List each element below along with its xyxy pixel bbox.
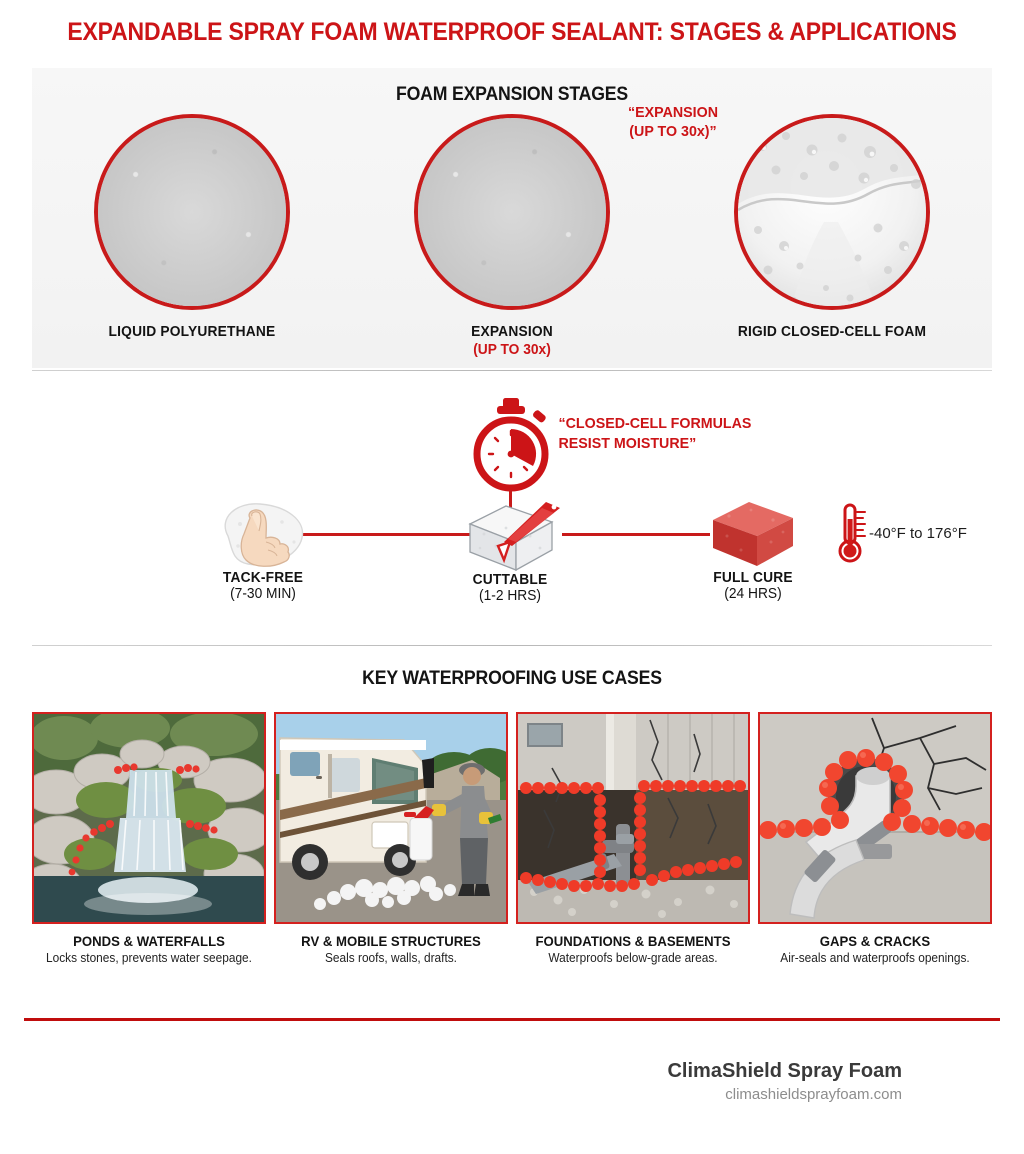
timeline-node-time: (7-30 MIN) (230, 586, 296, 602)
timeline-node-full-cure (648, 498, 858, 602)
stage-liquid-polyurethane (42, 114, 342, 340)
use-case-title: GAPS & CRACKS (819, 933, 931, 949)
expansion-annotation-line1: “EXPANSION (627, 104, 719, 121)
pipe-penetration-sealed-photo (758, 712, 992, 924)
quote-line-1: “CLOSED-CELL FORMULAS (558, 415, 752, 432)
use-cases-row (0, 712, 1024, 965)
footer (667, 1060, 902, 1103)
use-case-card-gaps-cracks[interactable] (758, 712, 992, 965)
timeline-node-time: (24 HRS) (724, 586, 782, 602)
stopwatch-glyph (465, 398, 557, 496)
timeline-node-tack-free (158, 498, 368, 602)
use-case-title: FOUNDATIONS & BASEMENTS (535, 933, 731, 949)
concrete-texture (98, 118, 286, 306)
divider-bottom (32, 645, 992, 646)
foam-expansion-stages-panel (32, 68, 992, 368)
divider-top (32, 370, 992, 371)
temperature-range-group (838, 502, 967, 564)
use-case-description: Seals roofs, walls, drafts. (324, 951, 457, 965)
foundation-corner-sealed-photo (516, 712, 750, 924)
rock-waterfall-pond-photo (32, 712, 266, 924)
use-case-description: Waterproofs below-grade areas. (548, 951, 718, 965)
timeline-node-time: (1-2 HRS) (478, 588, 541, 604)
use-case-card-rv-mobile-structures[interactable] (274, 712, 508, 965)
stage-caption: RIGID CLOSED-CELL FOAM (737, 324, 927, 340)
thermometer-icon (838, 502, 868, 564)
stage-rigid-closed-cell-foam (682, 114, 982, 340)
rv-illustration (276, 714, 506, 922)
stages-section-heading: FOAM EXPANSION STAGES (395, 84, 629, 105)
cure-timeline-section (0, 380, 1024, 640)
timeline-node-label: FULL CURE (713, 570, 793, 586)
temperature-range-text: -40°F to 176°F (869, 524, 967, 542)
quote-line-2: RESIST MOISTURE” (558, 434, 697, 452)
footer-divider (24, 1018, 1000, 1021)
cured-red-foam-block-icon (697, 498, 809, 570)
foam-expanding-in-crack-image (414, 114, 610, 310)
stage-caption: LIQUID POLYURETHANE (108, 324, 276, 340)
timeline-node-label: TACK-FREE (222, 570, 304, 586)
closed-cell-foam-macro-image (734, 114, 930, 310)
use-case-title: PONDS & WATERFALLS (73, 933, 225, 949)
stages-row (32, 104, 992, 364)
use-case-card-ponds-waterfalls[interactable] (32, 712, 266, 965)
page-title: EXPANDABLE SPRAY FOAM WATERPROOF SEALANT: STAGES & APPLICATIONS (67, 18, 957, 46)
brand-website[interactable]: climashieldsprayfoam.com (725, 1086, 902, 1103)
waterfall-illustration (34, 714, 264, 922)
foundation-illustration (518, 714, 748, 922)
use-case-card-foundations-basements[interactable] (516, 712, 750, 965)
title-bar (0, 18, 1024, 47)
stopwatch-icon (465, 398, 557, 496)
use-case-description: Locks stones, prevents water seepage. (46, 951, 252, 965)
use-cases-section (0, 648, 1024, 965)
use-case-description: Air-seals and waterproofs openings. (780, 951, 970, 965)
timeline-node-cuttable (405, 496, 615, 604)
rv-spray-application-photo (274, 712, 508, 924)
closed-cell-quote (559, 414, 806, 453)
timeline-node-label: CUTTABLE (472, 572, 548, 588)
stage-subcaption: (UP TO 30x) (473, 342, 551, 358)
pipe-penetration-illustration (760, 714, 990, 922)
concrete-texture (418, 118, 606, 306)
use-case-title: RV & MOBILE STRUCTURES (301, 933, 481, 949)
finger-touching-foam-icon (210, 498, 316, 570)
closed-cell-foam-illustration (738, 118, 930, 310)
expansion-annotation-line2: (UP TO 30x)” (629, 122, 717, 140)
foam-block-with-knife-icon (450, 496, 570, 572)
stage-caption: EXPANSION (471, 324, 553, 340)
stage-expansion (362, 104, 719, 358)
brand-name: ClimaShield Spray Foam (667, 1060, 902, 1082)
use-cases-heading: KEY WATERPROOFING USE CASES (362, 668, 662, 689)
spray-can-into-crack-image (94, 114, 290, 310)
